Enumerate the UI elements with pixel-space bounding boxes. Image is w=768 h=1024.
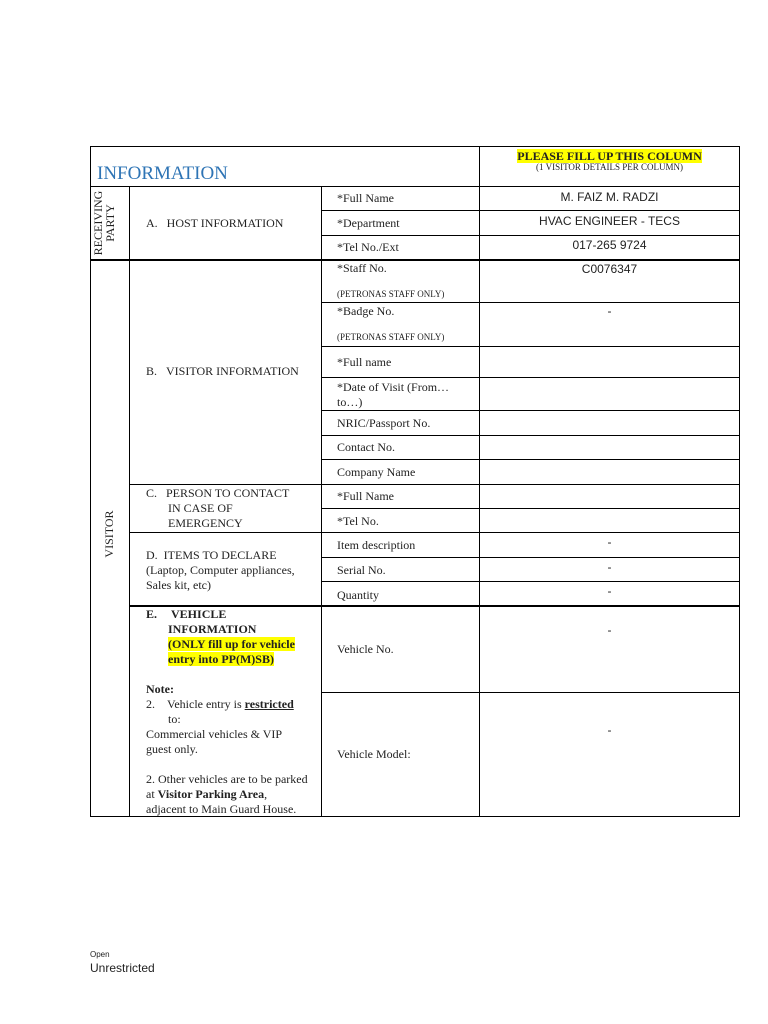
host-full-name-value[interactable]: M. FAIZ M. RADZI (560, 190, 659, 204)
fill-subnotice: (1 VISITOR DETAILS PER COLUMN) (536, 162, 683, 172)
table-border (129, 484, 740, 485)
table-border (321, 235, 740, 236)
table-border (739, 146, 740, 817)
visitor-label: VISITOR (102, 510, 116, 558)
staff-no-value[interactable]: C0076347 (581, 262, 638, 276)
emergency-section-label: C. PERSON TO CONTACT IN CASE OF EMERGENCY (146, 486, 290, 530)
badge-no-note: (PETRONAS STAFF ONLY) (337, 332, 445, 342)
host-department-value[interactable]: HVAC ENGINEER - TECS (539, 214, 680, 228)
table-border (321, 346, 740, 347)
fill-notice-label: PLEASE FILL UP THIS COLUMN (517, 149, 702, 163)
badge-no-value[interactable]: - (607, 304, 612, 318)
table-border (321, 377, 740, 378)
visitor-full-name-label: *Full name (337, 355, 392, 369)
vehicle-no-value[interactable]: - (607, 623, 612, 637)
emergency-tel-label: *Tel No. (337, 514, 379, 528)
note-item-2-line2: at Visitor Parking Area, (146, 787, 268, 801)
serial-no-value[interactable]: - (607, 560, 612, 574)
table-border (90, 259, 740, 261)
note-item-1: 2. Vehicle entry is restricted (146, 697, 294, 711)
serial-no-label: Serial No. (337, 563, 386, 577)
badge-no-label: *Badge No. (337, 304, 395, 318)
emergency-full-name-label: *Full Name (337, 489, 394, 503)
table-border (321, 459, 740, 460)
contact-no-label: Contact No. (337, 440, 395, 454)
vehicle-model-value[interactable]: - (607, 723, 612, 737)
quantity-value[interactable]: - (607, 584, 612, 598)
table-border (321, 302, 740, 303)
host-section-label: A. HOST INFORMATION (146, 216, 284, 230)
table-border (321, 210, 740, 211)
table-border (90, 186, 740, 187)
nric-label: NRIC/Passport No. (337, 416, 431, 430)
receiving-party-label: RECEIVING PARTY (91, 190, 117, 256)
footer-classification: Open (90, 950, 110, 959)
quantity-label: Quantity (337, 588, 379, 602)
host-tel-label: *Tel No./Ext (337, 240, 399, 254)
table-border (321, 581, 740, 582)
table-border (129, 532, 740, 533)
company-name-label: Company Name (337, 465, 416, 479)
host-full-name-label: *Full Name (337, 191, 394, 205)
item-description-label: Item description (337, 538, 416, 552)
vehicle-title-line1: E. VEHICLE (146, 607, 227, 621)
vehicle-highlight-2: entry into PP(M)SB) (168, 652, 274, 666)
vehicle-model-label: Vehicle Model: (337, 747, 411, 761)
staff-no-label: *Staff No. (337, 261, 387, 275)
staff-no-note: (PETRONAS STAFF ONLY) (337, 289, 445, 299)
table-border (321, 557, 740, 558)
vehicle-no-label: Vehicle No. (337, 642, 394, 656)
footer-label: Unrestricted (90, 961, 155, 975)
table-border (321, 435, 740, 436)
table-border (321, 186, 322, 817)
table-border (129, 186, 130, 817)
host-department-label: *Department (337, 216, 400, 230)
visitor-section-label: B. VISITOR INFORMATION (146, 364, 299, 378)
vehicle-section-label: E. VEHICLE INFORMATION (ONLY fill up for vehicle entry into PP(M)SB) Note: 2. Vehicle entry is restricted to: Commercial vehicles & VIP guest only. 2. Other vehicles are to be parked at Visitor Parking Area, adjacent to Main Guard House. (146, 607, 318, 817)
vehicle-highlight-1: (ONLY fill up for vehicle (168, 637, 295, 651)
host-tel-value[interactable]: 017-265 9724 (572, 238, 647, 252)
note-heading: Note: (146, 682, 174, 696)
items-section-label: D. ITEMS TO DECLARE (Laptop, Computer appliances, Sales kit, etc) (146, 548, 295, 592)
form-title: INFORMATION (97, 163, 228, 184)
table-border (321, 692, 740, 693)
table-border (321, 410, 740, 411)
table-border (321, 508, 740, 509)
item-description-value[interactable]: - (607, 535, 612, 549)
date-of-visit-label: *Date of Visit (From… to…) (337, 380, 450, 409)
